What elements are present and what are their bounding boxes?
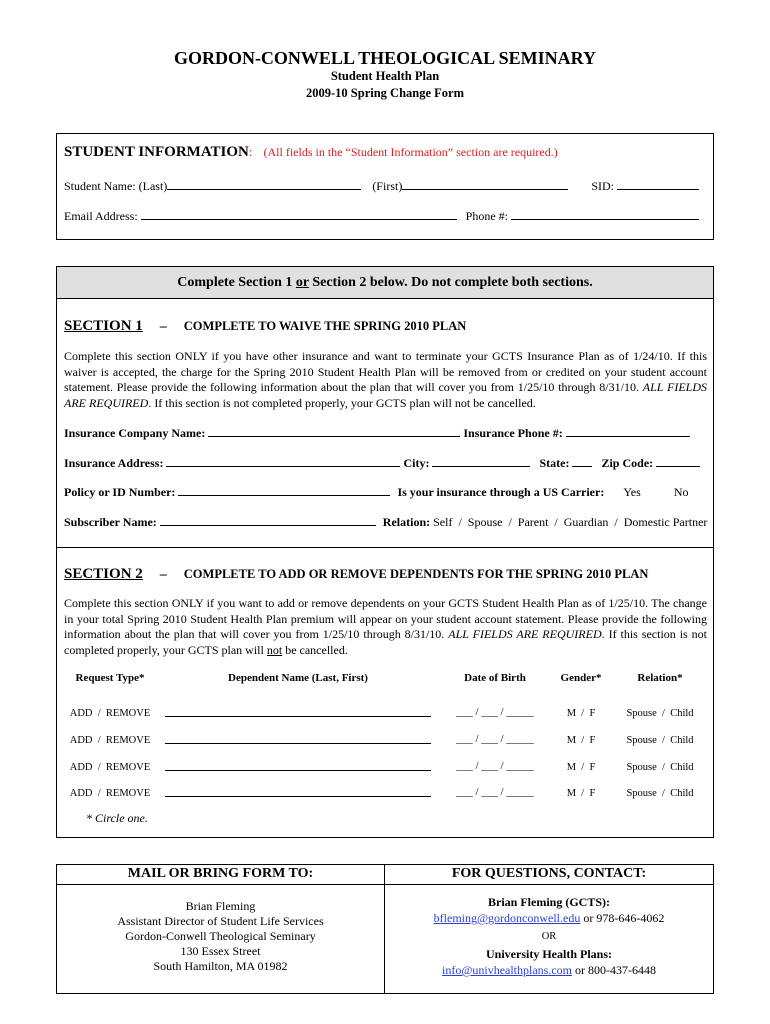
- row2-request[interactable]: ADD / REMOVE: [69, 735, 151, 746]
- section2-title: COMPLETE TO ADD OR REMOVE DEPENDENTS FOR THE SPRING 2010 PLAN: [183, 567, 649, 581]
- instruction-bar: [57, 267, 713, 299]
- state-field[interactable]: [572, 455, 592, 467]
- section1-title: COMPLETE TO WAIVE THE SPRING 2010 PLAN: [183, 319, 467, 333]
- mail-line-1: Brian Fleming: [185, 899, 256, 913]
- company-field[interactable]: [208, 425, 460, 437]
- circle-one-footnote: * Circle one.: [86, 811, 148, 825]
- last-name-field[interactable]: [167, 178, 361, 190]
- section1-paragraph: [64, 349, 707, 411]
- row1-name-field[interactable]: [165, 716, 431, 717]
- instruction-part1: Complete Section 1: [177, 275, 296, 290]
- row3-dob[interactable]: ___ / ___ / _____: [456, 760, 534, 772]
- phone-field[interactable]: [511, 208, 699, 220]
- ins-phone-label: Insurance Phone #:: [463, 426, 563, 440]
- section1-para-end: . If this section is not completed properly, your GCTS plan will not be cancelled.: [148, 395, 536, 410]
- row4-gender[interactable]: M / F: [566, 788, 596, 799]
- mail-line-4: 130 Essex Street: [180, 944, 261, 958]
- section1-header: [64, 318, 466, 335]
- instruction-part2: Section 2 below. Do not complete both sections.: [308, 275, 593, 290]
- section2-dash: –: [159, 567, 167, 582]
- ins-phone-field[interactable]: [566, 425, 690, 437]
- section1-para-text: Complete this section ONLY if you have other insurance and want to terminate your GCTS Insurance Plan as of 1/24/10. If this waiver is accepted, the charge for the Spring 2010 Student Health Plan will be removed from or credited on your student account statement. Please provide the following information about the plan that will cover you from 1/25/10 through 8/31/10.: [64, 349, 707, 394]
- policy-row: [64, 484, 688, 500]
- col-request-type: Request Type*: [75, 672, 145, 684]
- carrier-yes[interactable]: Yes: [623, 485, 641, 499]
- contact-heading: FOR QUESTIONS, CONTACT:: [451, 866, 647, 881]
- section-divider: [57, 547, 713, 548]
- required-note: (All fields in the “Student Information” section are required.): [263, 145, 558, 159]
- contact-phone-1: or 978-646-4062: [580, 911, 665, 925]
- instruction-or: or: [295, 275, 309, 290]
- row3-relation[interactable]: Spouse / Child: [626, 762, 694, 773]
- contact-info: [385, 895, 713, 978]
- contact-email-1[interactable]: bfleming@gordonconwell.edu: [433, 911, 581, 925]
- subscriber-label: Subscriber Name:: [64, 515, 157, 529]
- section2-para-text: Complete this section ONLY if you want to add or remove dependents on your GCTS Student Health Plan as of 1/25/10. The change in your total Spring 2010 Student Health Plan premium will appear on your student account statement. Please provide the following information about the plan that will cover you from 1/25/10 through 8/31/10.: [64, 596, 707, 641]
- row2-dob[interactable]: ___ / ___ / _____: [456, 733, 534, 745]
- phone-label: Phone #:: [465, 209, 509, 223]
- form-subtitle: Student Health Plan: [330, 69, 440, 83]
- col-gender: Gender*: [560, 672, 602, 684]
- col-dependent-name: Dependent Name (Last, First): [228, 672, 368, 684]
- contact-or: OR: [541, 931, 557, 942]
- section2-label: SECTION 2: [64, 566, 143, 582]
- row1-relation[interactable]: Spouse / Child: [626, 708, 694, 719]
- mail-line-3: Gordon-Conwell Theological Seminary: [125, 929, 316, 943]
- email-label: Email Address:: [64, 209, 138, 223]
- row4-request[interactable]: ADD / REMOVE: [69, 788, 151, 799]
- last-name-label: Student Name: (Last): [64, 179, 168, 193]
- first-name-label: (First): [372, 179, 403, 193]
- relation-options[interactable]: Self / Spouse / Parent / Guardian / Domestic Partner: [433, 515, 708, 529]
- row4-dob[interactable]: ___ / ___ / _____: [456, 786, 534, 798]
- first-name-field[interactable]: [402, 178, 568, 190]
- subscriber-row: [64, 514, 707, 530]
- address-row: [64, 455, 700, 471]
- row2-relation[interactable]: Spouse / Child: [626, 735, 694, 746]
- relation-label: Relation:: [382, 515, 431, 529]
- mail-heading: MAIL OR BRING FORM TO:: [127, 866, 314, 881]
- city-label: City:: [403, 456, 430, 470]
- row3-name-field[interactable]: [165, 770, 431, 771]
- contact-name-1: Brian Fleming (GCTS):: [488, 895, 610, 909]
- student-info-header: [64, 144, 558, 161]
- section2-para-not: not: [266, 642, 283, 657]
- section1-para-italic: ALL FIELDS ARE REQUIRED: [64, 380, 707, 410]
- zip-field[interactable]: [656, 455, 700, 467]
- sid-label: SID:: [591, 179, 614, 193]
- carrier-label: Is your insurance through a US Carrier:: [397, 485, 605, 499]
- section2-para-mid: . If this section is not completed properly, your GCTS plan will: [64, 627, 707, 657]
- row4-name-field[interactable]: [165, 796, 431, 797]
- mail-line-5: South Hamilton, MA 01982: [153, 959, 288, 973]
- section2-header: [64, 566, 648, 583]
- form-subtitle-2: 2009-10 Spring Change Form: [306, 86, 464, 100]
- row2-name-field[interactable]: [165, 743, 431, 744]
- mail-line-2: Assistant Director of Student Life Services: [117, 914, 324, 928]
- email-row: [64, 208, 699, 224]
- row2-gender[interactable]: M / F: [566, 735, 596, 746]
- sid-field[interactable]: [617, 178, 699, 190]
- row1-gender[interactable]: M / F: [566, 708, 596, 719]
- policy-label: Policy or ID Number:: [64, 485, 176, 499]
- policy-field[interactable]: [178, 484, 390, 496]
- zip-label: Zip Code:: [601, 456, 654, 470]
- address-label: Insurance Address:: [64, 456, 164, 470]
- student-info-heading: STUDENT INFORMATION: [64, 144, 249, 160]
- row3-request[interactable]: ADD / REMOVE: [69, 762, 151, 773]
- company-row: [64, 425, 690, 441]
- section2-para-end: be cancelled.: [282, 642, 348, 657]
- section2-paragraph: [64, 596, 707, 658]
- mail-address: [57, 899, 384, 974]
- row4-relation[interactable]: Spouse / Child: [626, 788, 694, 799]
- contact-table-header-line: [56, 884, 714, 885]
- address-field[interactable]: [166, 455, 400, 467]
- city-field[interactable]: [432, 455, 530, 467]
- carrier-no[interactable]: No: [673, 485, 689, 499]
- student-name-row: [64, 178, 699, 194]
- company-label: Insurance Company Name:: [64, 426, 206, 440]
- section2-para-italic: ALL FIELDS ARE REQUIRED: [448, 627, 602, 641]
- row1-request[interactable]: ADD / REMOVE: [69, 708, 151, 719]
- section1-label: SECTION 1: [64, 318, 143, 334]
- section1-dash: –: [159, 319, 167, 334]
- col-relation: Relation*: [637, 672, 683, 684]
- contact-name-2: University Health Plans:: [486, 947, 612, 961]
- row1-dob[interactable]: ___ / ___ / _____: [456, 706, 534, 718]
- col-date-of-birth: Date of Birth: [464, 672, 526, 684]
- heading-colon: :: [248, 144, 253, 159]
- form-title: GORDON-CONWELL THEOLOGICAL SEMINARY: [173, 48, 597, 68]
- contact-email-2[interactable]: info@univhealthplans.com: [441, 963, 573, 977]
- state-label: State:: [539, 456, 570, 470]
- row3-gender[interactable]: M / F: [566, 762, 596, 773]
- contact-phone-2: or 800-437-6448: [572, 963, 657, 977]
- subscriber-field[interactable]: [160, 514, 376, 526]
- email-field[interactable]: [141, 208, 457, 220]
